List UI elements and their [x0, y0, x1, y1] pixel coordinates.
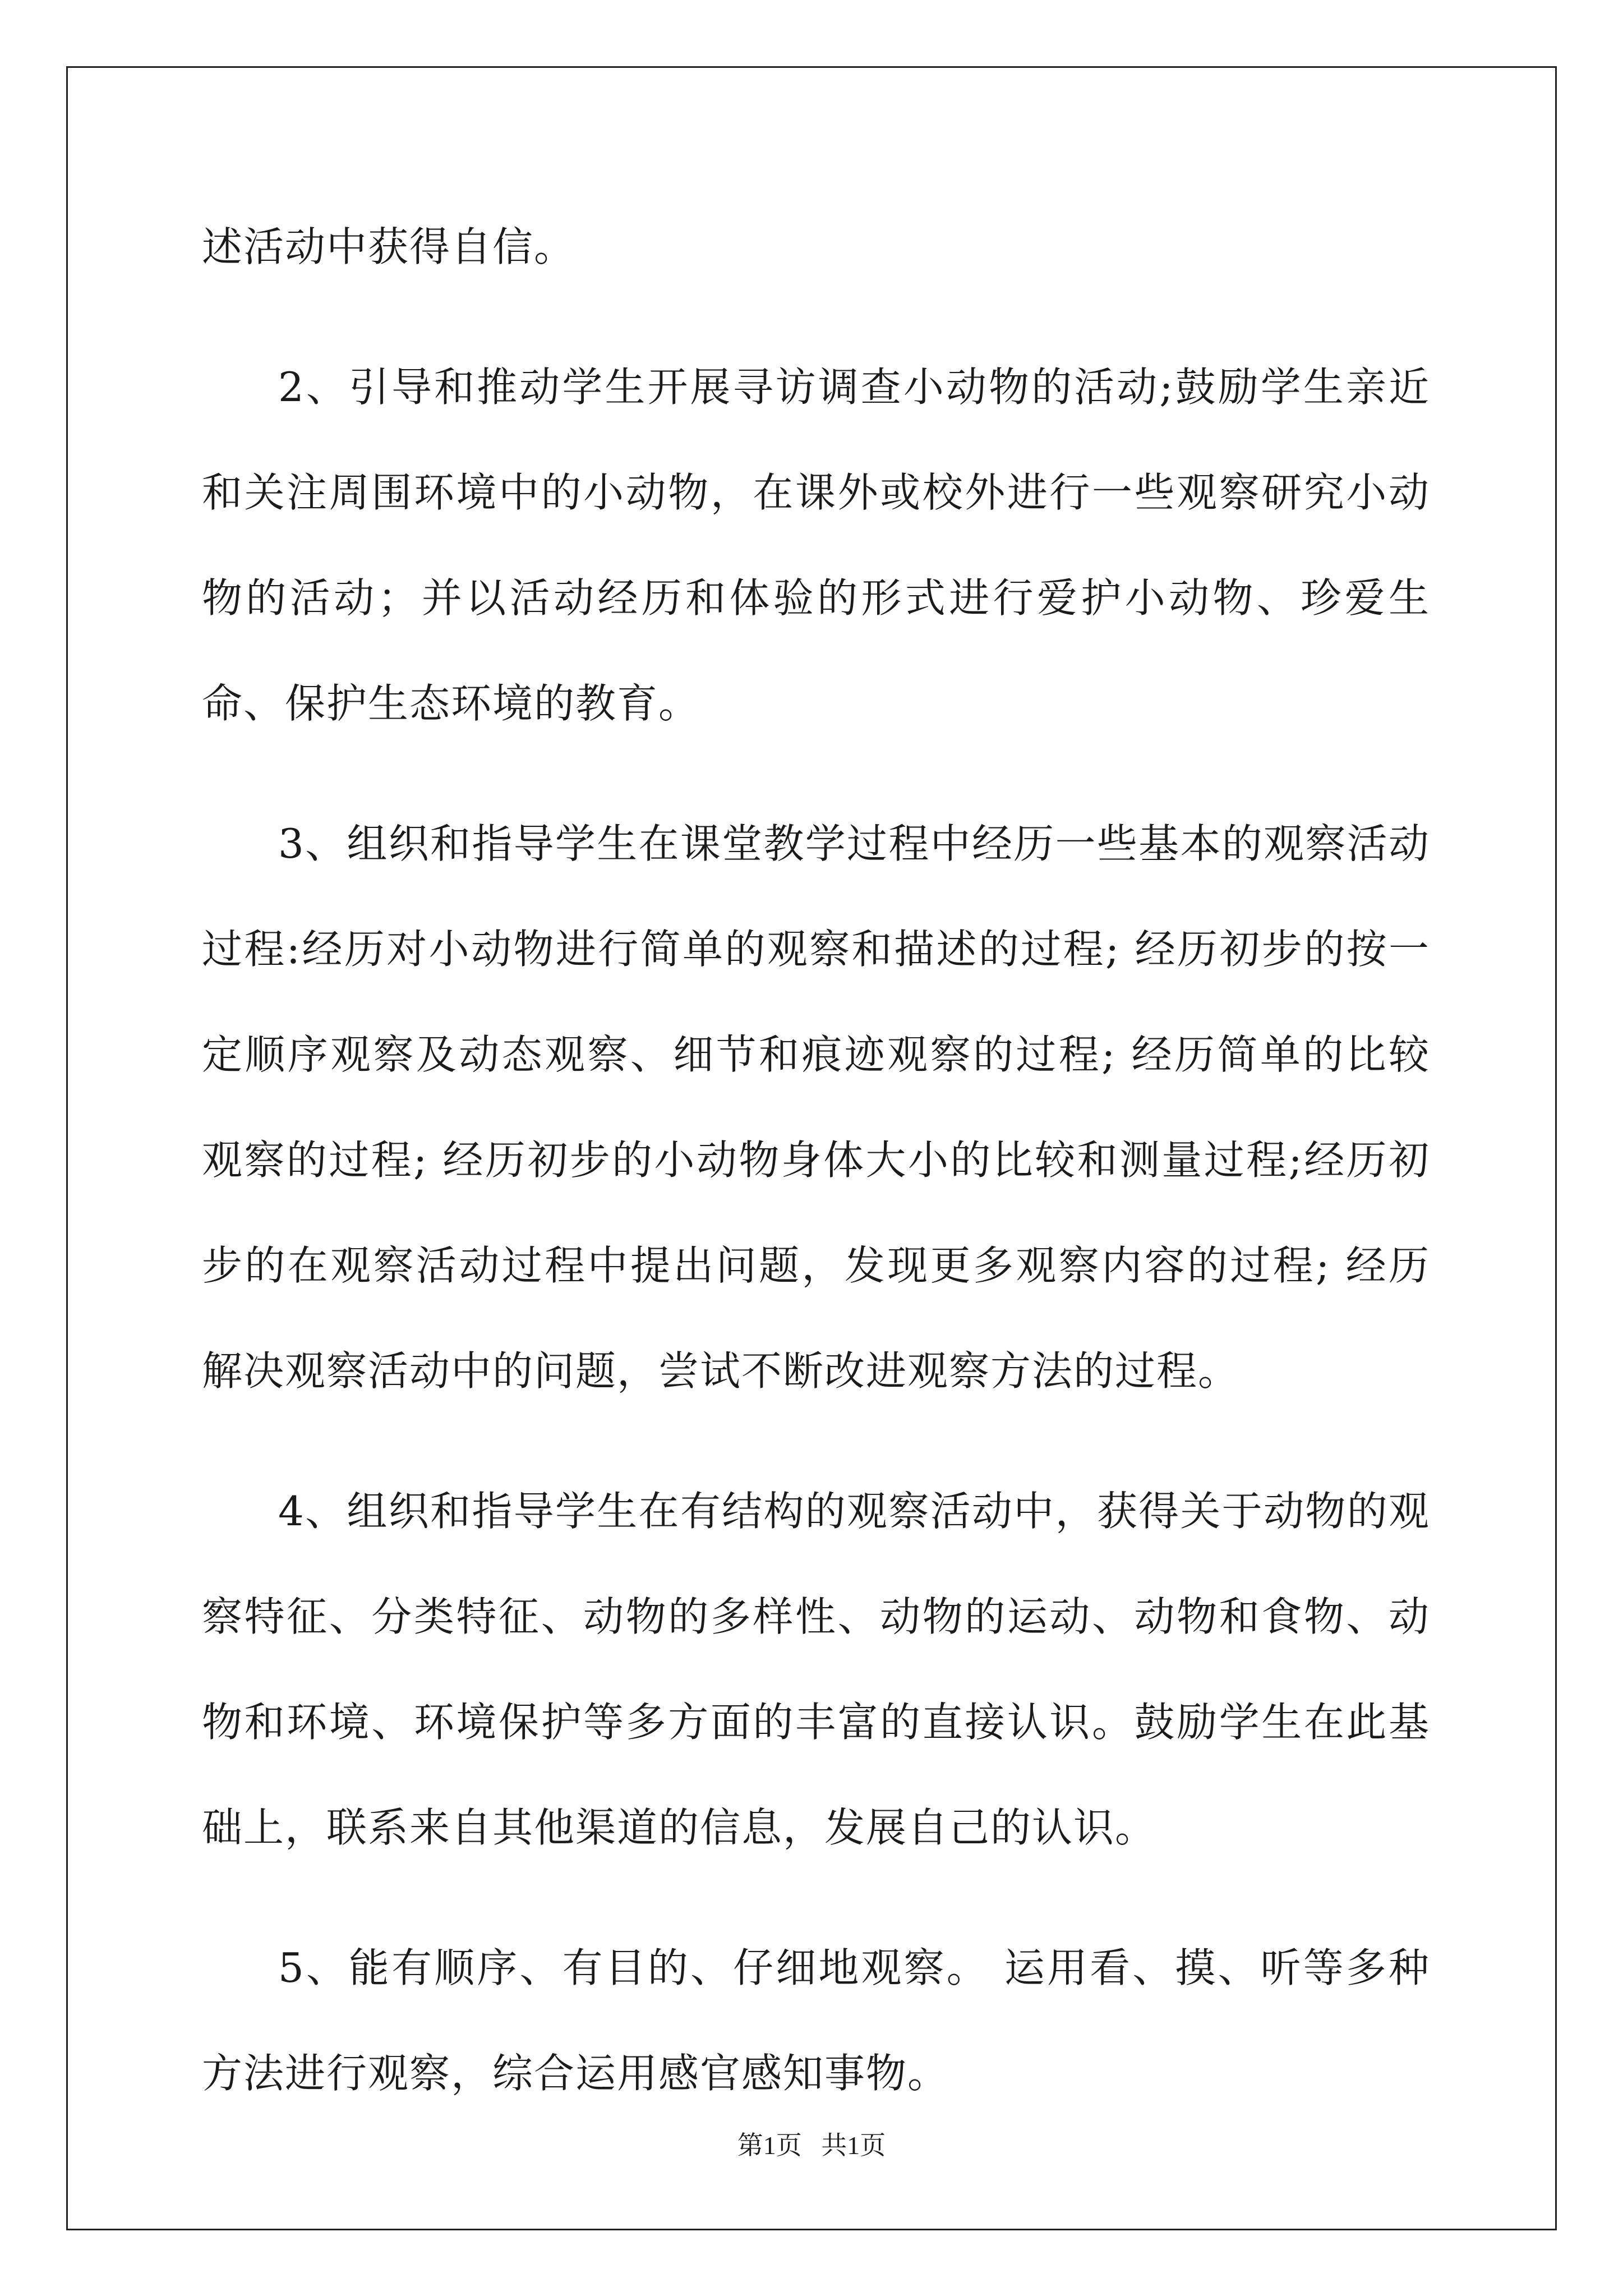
paragraph-item-4: 4、组织和指导学生在有结构的观察活动中，获得关于动物的观察特征、分类特征、动物的多样性、动物的运动、动物和食物、动物和环境、环境保护等多方面的丰富的直接认识。鼓励学生在此基础上，联系来自其他渠道的信息，发展自己的认识。	[202, 1488, 1430, 1851]
paragraph-item-5: 5、能有顺序、有目的、仔细地观察。 运用看、摸、听等多种方法进行观察，综合运用感官感知事物。	[202, 1944, 1430, 2097]
document-body	[202, 194, 1430, 2161]
paragraph-continued: 述活动中获得自信。	[202, 223, 576, 270]
page-footer: 第1页 共1页	[737, 2131, 886, 2160]
paragraph-item-3: 3、组织和指导学生在课堂教学过程中经历一些基本的观察活动过程:经历对小动物进行简单的观察和描述的过程; 经历初步的按一定顺序观察及动态观察、细节和痕迹观察的过程; 经历简单的比较观察的过程; 经历初步的小动物身体大小的比较和测量过程;经历初步的在观察活动过程中提出问题，发现更多观察内容的过程; 经历解决观察活动中的问题，尝试不断改进观察方法的过程。	[202, 820, 1430, 1395]
paragraph-item-2: 2、引导和推动学生开展寻访调查小动物的活动;鼓励学生亲近和关注周围环境中的小动物，在课外或校外进行一些观察研究小动物的活动；并以活动经历和体验的形式进行爱护小动物、珍爱生命、保护生态环境的教育。	[202, 364, 1430, 727]
